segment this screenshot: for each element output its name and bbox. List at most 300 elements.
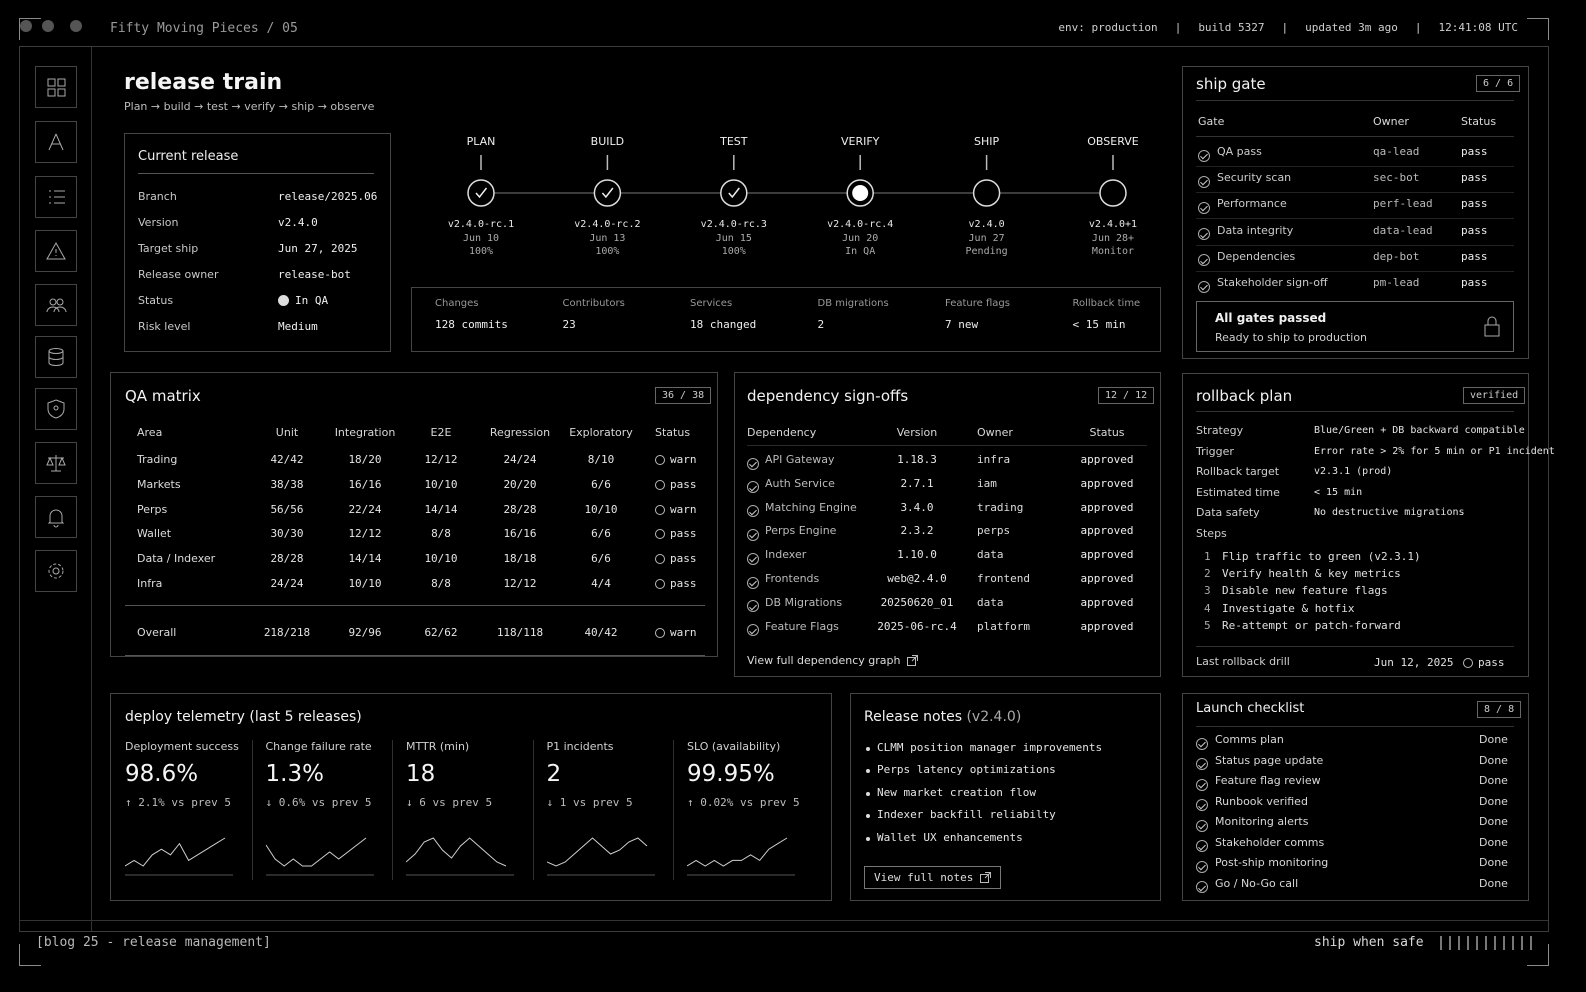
qa-cell-text: 14/14 (348, 552, 382, 566)
stage-node[interactable] (594, 180, 620, 206)
qa-cell-text: 8/8 (431, 527, 451, 541)
drill-status-text: pass (1478, 656, 1505, 669)
status-ring-icon (655, 554, 665, 564)
dependency-row[interactable] (747, 501, 1147, 519)
qa-cell-text: 20/20 (503, 477, 537, 491)
stat-label: DB migrations (817, 298, 889, 309)
dependency-version: 2.3.2 (900, 524, 934, 538)
dependency-name: DB Migrations (765, 595, 843, 609)
qa-cell-text: 28/28 (503, 502, 537, 516)
gate-name: Security scan (1217, 171, 1292, 185)
metric-divider (533, 740, 534, 880)
page-title: release train (124, 70, 283, 95)
dependency-name: Perps Engine (765, 524, 837, 538)
qa-cell-text: 18/18 (503, 552, 537, 566)
gate-row[interactable] (1196, 171, 1514, 191)
qa-cell-text: 10/10 (424, 552, 458, 566)
sparkline-line (547, 838, 647, 866)
stage-version: v2.4.0-rc.1 (447, 219, 515, 230)
checklist-item[interactable] (1196, 774, 1514, 790)
metric-delta: ↓ 0.6% vs prev 5 (265, 796, 372, 809)
bell-icon (45, 506, 67, 528)
metric-divider (673, 740, 674, 880)
dependency-graph-link[interactable] (747, 654, 918, 667)
qa-cell (551, 453, 651, 466)
status-ring-icon (655, 455, 665, 465)
note-text: CLMM position manager improvements (877, 741, 1103, 754)
checklist-item[interactable] (1196, 877, 1514, 893)
qa-header: Integration (334, 426, 396, 439)
check-circle-icon (747, 553, 759, 565)
note-item (866, 831, 1023, 844)
qa-badge: 36 / 38 (655, 387, 711, 404)
checklist-item[interactable] (1196, 795, 1514, 811)
stage-state: 100% (595, 246, 620, 257)
stage-version: v2.4.0-rc.2 (574, 219, 641, 230)
deps-header: Dependency (747, 426, 817, 439)
gate-row[interactable] (1196, 224, 1514, 244)
separator: | (1414, 21, 1422, 34)
deps-header: Owner (977, 426, 1013, 439)
checklist-label: Stakeholder comms (1215, 835, 1325, 849)
gate-status: pass (1461, 145, 1488, 158)
release-field-text: v2.4.0 (278, 216, 318, 229)
qa-header: Unit (275, 426, 299, 439)
frame-corner (19, 18, 41, 40)
gear-icon (45, 560, 67, 582)
minimize-dot[interactable] (42, 20, 54, 32)
qa-cell-text: 6/6 (591, 527, 611, 541)
database-icon (45, 346, 67, 368)
deps-header: Status (1089, 426, 1125, 439)
checklist-label: Status page update (1215, 753, 1324, 767)
note-text: Perps latency optimizations (877, 763, 1056, 777)
check-circle-icon (1196, 820, 1208, 832)
sidebar-button-gear[interactable] (35, 550, 77, 592)
sparkline-line (125, 838, 225, 866)
stat-label: Changes (435, 298, 479, 309)
metric-value: 18 (406, 761, 436, 787)
release-field-value (278, 190, 377, 203)
qa-cell-text: 28/28 (270, 552, 304, 566)
qa-cell-text: 8/8 (431, 577, 451, 590)
qa-status (655, 626, 697, 639)
qa-cell (551, 478, 651, 491)
status-ring-icon (655, 628, 665, 638)
step-number: 5 (1204, 618, 1211, 632)
gate-row[interactable] (1196, 276, 1514, 296)
footer-barcode (1440, 936, 1532, 950)
sidebar-button-database[interactable] (35, 336, 77, 378)
checklist-status: Done (1479, 753, 1508, 767)
sidebar-button-grid[interactable] (35, 66, 77, 108)
deps-header: Version (896, 426, 938, 439)
qa-cell-text: Data / Indexer (137, 552, 216, 566)
frame-corner (1527, 18, 1549, 40)
rollback-field-label: Estimated time (1196, 485, 1280, 499)
stage-date: Jun 15 (715, 233, 752, 244)
dependency-name: Frontends (765, 572, 820, 585)
checklist-badge: 8 / 8 (1477, 701, 1521, 718)
step-number: 3 (1204, 584, 1211, 598)
note-item (866, 808, 1056, 821)
qa-cell (551, 503, 651, 516)
checklist-label: Comms plan (1215, 733, 1284, 746)
note-text: Indexer backfill reliabilty (877, 808, 1056, 822)
checklist-status: Done (1479, 774, 1508, 787)
note-item (866, 786, 1036, 799)
release-field-text: release/2025.06 (278, 190, 378, 203)
rollback-field-value: Error rate > 2% for 5 min or P1 incident (1314, 445, 1555, 457)
sidebar-button-shield[interactable] (35, 388, 77, 430)
checklist-status: Done (1479, 856, 1508, 869)
deps-badge: 12 / 12 (1098, 387, 1154, 404)
notes-version: (v2.4.0) (966, 709, 1022, 725)
step-text: Disable new feature flags (1222, 584, 1388, 598)
stage-name: TEST (720, 135, 748, 148)
view-notes-label: View full notes (874, 871, 974, 884)
sparkline-line (406, 838, 506, 866)
dependency-name: API Gateway (765, 453, 835, 466)
stat-value: 18 changed (690, 318, 757, 331)
metric-value: 2 (546, 761, 562, 787)
check-circle-icon (1196, 758, 1208, 770)
checklist-item[interactable] (1196, 836, 1514, 852)
checklist-item[interactable] (1196, 754, 1514, 770)
status-ring-icon (655, 505, 665, 515)
deploy-icon (45, 131, 67, 153)
qa-area (137, 453, 177, 466)
dependency-owner: infra (977, 453, 1011, 466)
stage-name: OBSERVE (1087, 135, 1139, 148)
dependency-status: approved (1080, 572, 1134, 585)
qa-cell-text: pass (670, 527, 697, 541)
qa-cell-text: 16/16 (348, 477, 382, 491)
stage-version: v2.4.0+1 (1088, 219, 1138, 230)
qa-overall-text: 92/96 (348, 626, 382, 639)
bullet-icon (866, 837, 870, 841)
release-field-value (278, 268, 351, 281)
view-notes-button[interactable] (864, 866, 1001, 889)
sparkline (125, 832, 235, 876)
check-circle-icon (1196, 861, 1208, 873)
gate-owner: pm-lead (1373, 276, 1420, 289)
gate-name: Dependencies (1217, 249, 1296, 263)
check-circle-icon (1196, 799, 1208, 811)
qa-area (137, 577, 162, 590)
alert-icon (45, 240, 67, 262)
divider (125, 655, 705, 656)
stage-version: v2.4.0 (968, 219, 1005, 230)
stage-node[interactable] (974, 180, 1000, 206)
gate-owner: sec-bot (1373, 171, 1420, 185)
qa-status (655, 503, 697, 516)
stat-label: Contributors (562, 298, 625, 309)
team-icon (45, 294, 67, 316)
qa-cell-text: Trading (137, 453, 178, 466)
stage-state: Pending (965, 246, 1008, 257)
dependency-status: approved (1080, 476, 1134, 490)
current-release-title: Current release (138, 149, 239, 164)
divider (125, 605, 705, 606)
sidebar-button-bell[interactable] (35, 496, 77, 538)
drill-status (1463, 656, 1505, 669)
qa-cell (551, 527, 651, 540)
check-circle-icon (1198, 228, 1210, 240)
qa-cell-text: pass (670, 477, 697, 491)
footer-divider (20, 920, 1548, 921)
divider (1196, 646, 1514, 647)
stat-label: Feature flags (945, 298, 1010, 309)
gate-summary (1196, 301, 1514, 352)
sidebar-button-team[interactable] (35, 284, 77, 326)
app-title: Fifty Moving Pieces / 05 (110, 21, 298, 36)
stage-name: PLAN (466, 135, 496, 148)
stage-state: In QA (845, 246, 876, 257)
qa-cell-text: 56/56 (270, 502, 304, 516)
gate-row[interactable] (1196, 250, 1514, 270)
dependency-version: 2025-06-rc.4 (877, 619, 957, 633)
stage-date: Jun 13 (589, 233, 626, 244)
page-subtitle: Plan → build → test → verify → ship → observe (124, 100, 375, 113)
dependency-graph-link-label: View full dependency graph (747, 654, 901, 667)
steps-label: Steps (1196, 527, 1227, 540)
lock-icon (1483, 316, 1501, 338)
gate-header: Status (1461, 115, 1497, 128)
updated-label: updated 3m ago (1305, 21, 1398, 34)
qa-overall-text: warn (670, 626, 697, 639)
notes-title (864, 709, 1021, 725)
stage-state: Monitor (1091, 246, 1135, 257)
qa-cell (551, 552, 651, 565)
qa-cell-text: Markets (137, 477, 181, 491)
dependency-version: web@2.4.0 (887, 572, 947, 585)
dependency-row[interactable] (747, 548, 1147, 566)
check-circle-icon (747, 505, 759, 517)
dependency-name: Feature Flags (765, 619, 839, 633)
stage-version: v2.4.0-rc.4 (827, 219, 894, 230)
qa-area (137, 626, 176, 639)
dependency-status: approved (1080, 548, 1134, 562)
sidebar-button-list[interactable] (35, 176, 77, 218)
release-field-value (278, 216, 318, 229)
gate-name: Data integrity (1217, 223, 1294, 237)
qa-cell-text: 22/24 (348, 502, 382, 516)
footer-left: [blog 25 - release management] (36, 935, 271, 950)
stage-node[interactable] (468, 180, 494, 206)
rollback-badge: verified (1463, 387, 1525, 404)
metric-value: 1.3% (265, 761, 324, 787)
release-field-label: Status (138, 294, 174, 307)
rollback-field-value: v2.3.1 (prod) (1314, 466, 1393, 478)
checklist-label: Monitoring alerts (1215, 815, 1309, 828)
qa-header: Area (137, 426, 163, 439)
gate-owner: qa-lead (1373, 145, 1420, 158)
dependency-row[interactable] (747, 620, 1147, 638)
checklist-label: Post-ship monitoring (1215, 856, 1329, 869)
ship-gate-title: ship gate (1196, 75, 1266, 93)
qa-status (655, 453, 697, 466)
stat-value: 2 (817, 318, 825, 331)
checklist-status: Done (1479, 815, 1508, 828)
row-divider (1196, 271, 1514, 272)
qa-cell-text: warn (670, 453, 697, 466)
rollback-title: rollback plan (1196, 387, 1293, 405)
qa-cell-text: 12/12 (503, 577, 537, 590)
stage-node[interactable] (721, 180, 747, 206)
rollback-field-label: Data safety (1196, 506, 1260, 520)
sidebar-button-scale[interactable] (35, 442, 77, 484)
release-field-value (278, 320, 318, 333)
checklist-item[interactable] (1196, 733, 1514, 749)
release-field-value (278, 294, 328, 307)
bullet-icon (866, 792, 870, 796)
metric-label: MTTR (min) (406, 740, 470, 753)
rollback-field-label: Trigger (1196, 444, 1234, 458)
qa-cell-text: 12/12 (424, 453, 458, 466)
stage-name: VERIFY (840, 135, 880, 148)
stage-date: Jun 27 (968, 233, 1005, 244)
metric-value: 99.95% (687, 761, 775, 787)
stats-panel (411, 287, 1161, 352)
divider (747, 445, 1147, 446)
dependency-row[interactable] (747, 596, 1147, 614)
check-circle-icon (1198, 254, 1210, 266)
step-text: Investigate & hotfix (1222, 601, 1355, 615)
gate-row[interactable] (1196, 145, 1514, 165)
gate-owner: perf-lead (1373, 197, 1433, 211)
qa-cell-text: Infra (137, 577, 163, 590)
qa-cell-text: 16/16 (503, 527, 537, 541)
qa-cell-text: pass (670, 552, 697, 566)
release-field-text: Medium (278, 320, 318, 333)
stat-label: Rollback time (1072, 298, 1141, 309)
sparkline (406, 832, 516, 876)
metric-label: SLO (availability) (687, 740, 781, 753)
qa-cell-text: 8/10 (587, 453, 615, 466)
dependency-row[interactable] (747, 477, 1147, 495)
gate-status: pass (1461, 249, 1488, 263)
qa-overall-text: Overall (137, 626, 177, 639)
dependency-owner: frontend (977, 572, 1030, 585)
separator: | (1281, 21, 1289, 34)
dependency-status: approved (1080, 619, 1134, 633)
qa-cell-text: 18/20 (348, 453, 382, 466)
dependency-row[interactable] (747, 524, 1147, 542)
gate-summary-sub: Ready to ship to production (1215, 331, 1368, 344)
list-icon (45, 186, 67, 208)
qa-cell-text: 38/38 (270, 477, 304, 491)
gate-header: Owner (1373, 115, 1409, 128)
stage-name: BUILD (590, 135, 625, 148)
metric-delta: ↓ 1 vs prev 5 (546, 796, 633, 809)
footer-right: ship when safe (1314, 935, 1424, 950)
qa-cell-text: 10/10 (348, 577, 382, 590)
gate-status: pass (1461, 171, 1488, 185)
release-field-label: Branch (138, 190, 177, 203)
dependency-version: 1.18.3 (897, 453, 937, 466)
checklist-label: Go / No-Go call (1215, 876, 1299, 890)
release-field-text: release-bot (278, 268, 351, 281)
release-field-text: In QA (295, 294, 329, 307)
release-field-value (278, 242, 357, 255)
stage-date: Jun 28+ (1091, 233, 1135, 244)
qa-title: QA matrix (125, 387, 201, 405)
dependency-owner: data (977, 548, 1004, 562)
checklist-label: Runbook verified (1215, 794, 1308, 808)
dependency-owner: trading (977, 500, 1024, 514)
dependency-status: approved (1080, 500, 1134, 514)
qa-cell-text: 30/30 (270, 527, 304, 541)
rollback-field-label: Rollback target (1196, 465, 1280, 479)
check-circle-icon (1198, 281, 1210, 293)
qa-status (655, 527, 697, 540)
release-field-label: Release owner (138, 268, 219, 281)
build-label: build 5327 (1198, 21, 1265, 34)
maximize-dot[interactable] (70, 20, 82, 32)
dependency-row[interactable] (747, 453, 1147, 471)
row-divider (1196, 192, 1514, 193)
rollback-field-value: < 15 min (1314, 486, 1363, 498)
external-link-icon (907, 655, 918, 666)
sidebar-button-alert[interactable] (35, 230, 77, 272)
stage-node[interactable] (1100, 180, 1126, 206)
checklist-status: Done (1479, 733, 1508, 746)
divider (1196, 726, 1514, 727)
qa-overall-text: 62/62 (424, 626, 458, 639)
grid-icon (45, 76, 67, 98)
qa-header: Status (655, 426, 691, 439)
env-label: env: production (1058, 21, 1158, 34)
stat-label: Services (690, 298, 733, 309)
gate-status: pass (1461, 276, 1488, 289)
sidebar-button-deploy[interactable] (35, 121, 77, 163)
check-circle-icon (747, 624, 759, 636)
gate-owner: dep-bot (1373, 249, 1420, 263)
divider (1196, 136, 1514, 137)
sparkline-line (687, 838, 787, 866)
stage-version: v2.4.0-rc.3 (700, 219, 767, 230)
bullet-icon (866, 814, 870, 818)
checklist-item[interactable] (1196, 815, 1514, 831)
gate-name: QA pass (1217, 145, 1262, 158)
qa-cell-text: 14/14 (424, 502, 458, 516)
qa-cell-text: 24/24 (503, 453, 537, 466)
checklist-label: Feature flag review (1215, 774, 1321, 787)
scale-icon (45, 452, 67, 474)
check-circle-icon (1196, 738, 1208, 750)
metric-delta: ↓ 6 vs prev 5 (406, 796, 493, 809)
qa-cell-text: warn (670, 502, 697, 516)
gate-row[interactable] (1196, 197, 1514, 217)
checklist-item[interactable] (1196, 856, 1514, 872)
dependency-owner: platform (977, 619, 1030, 633)
dependency-version: 1.10.0 (897, 548, 937, 562)
dependency-owner: perps (977, 524, 1011, 538)
checklist-status: Done (1479, 835, 1508, 849)
status-ring-icon (655, 579, 665, 589)
qa-header: E2E (430, 426, 452, 439)
metric-delta: ↑ 2.1% vs prev 5 (125, 796, 231, 809)
sparkline (266, 832, 376, 876)
status-strip (1058, 21, 1518, 34)
rollback-field-value: Blue/Green + DB backward compatible (1314, 425, 1525, 436)
drill-label: Last rollback drill (1196, 655, 1290, 668)
check-circle-icon (747, 529, 759, 541)
qa-cell-text: 12/12 (348, 527, 382, 541)
stat-value: < 15 min (1072, 318, 1126, 331)
dependency-row[interactable] (747, 572, 1147, 590)
